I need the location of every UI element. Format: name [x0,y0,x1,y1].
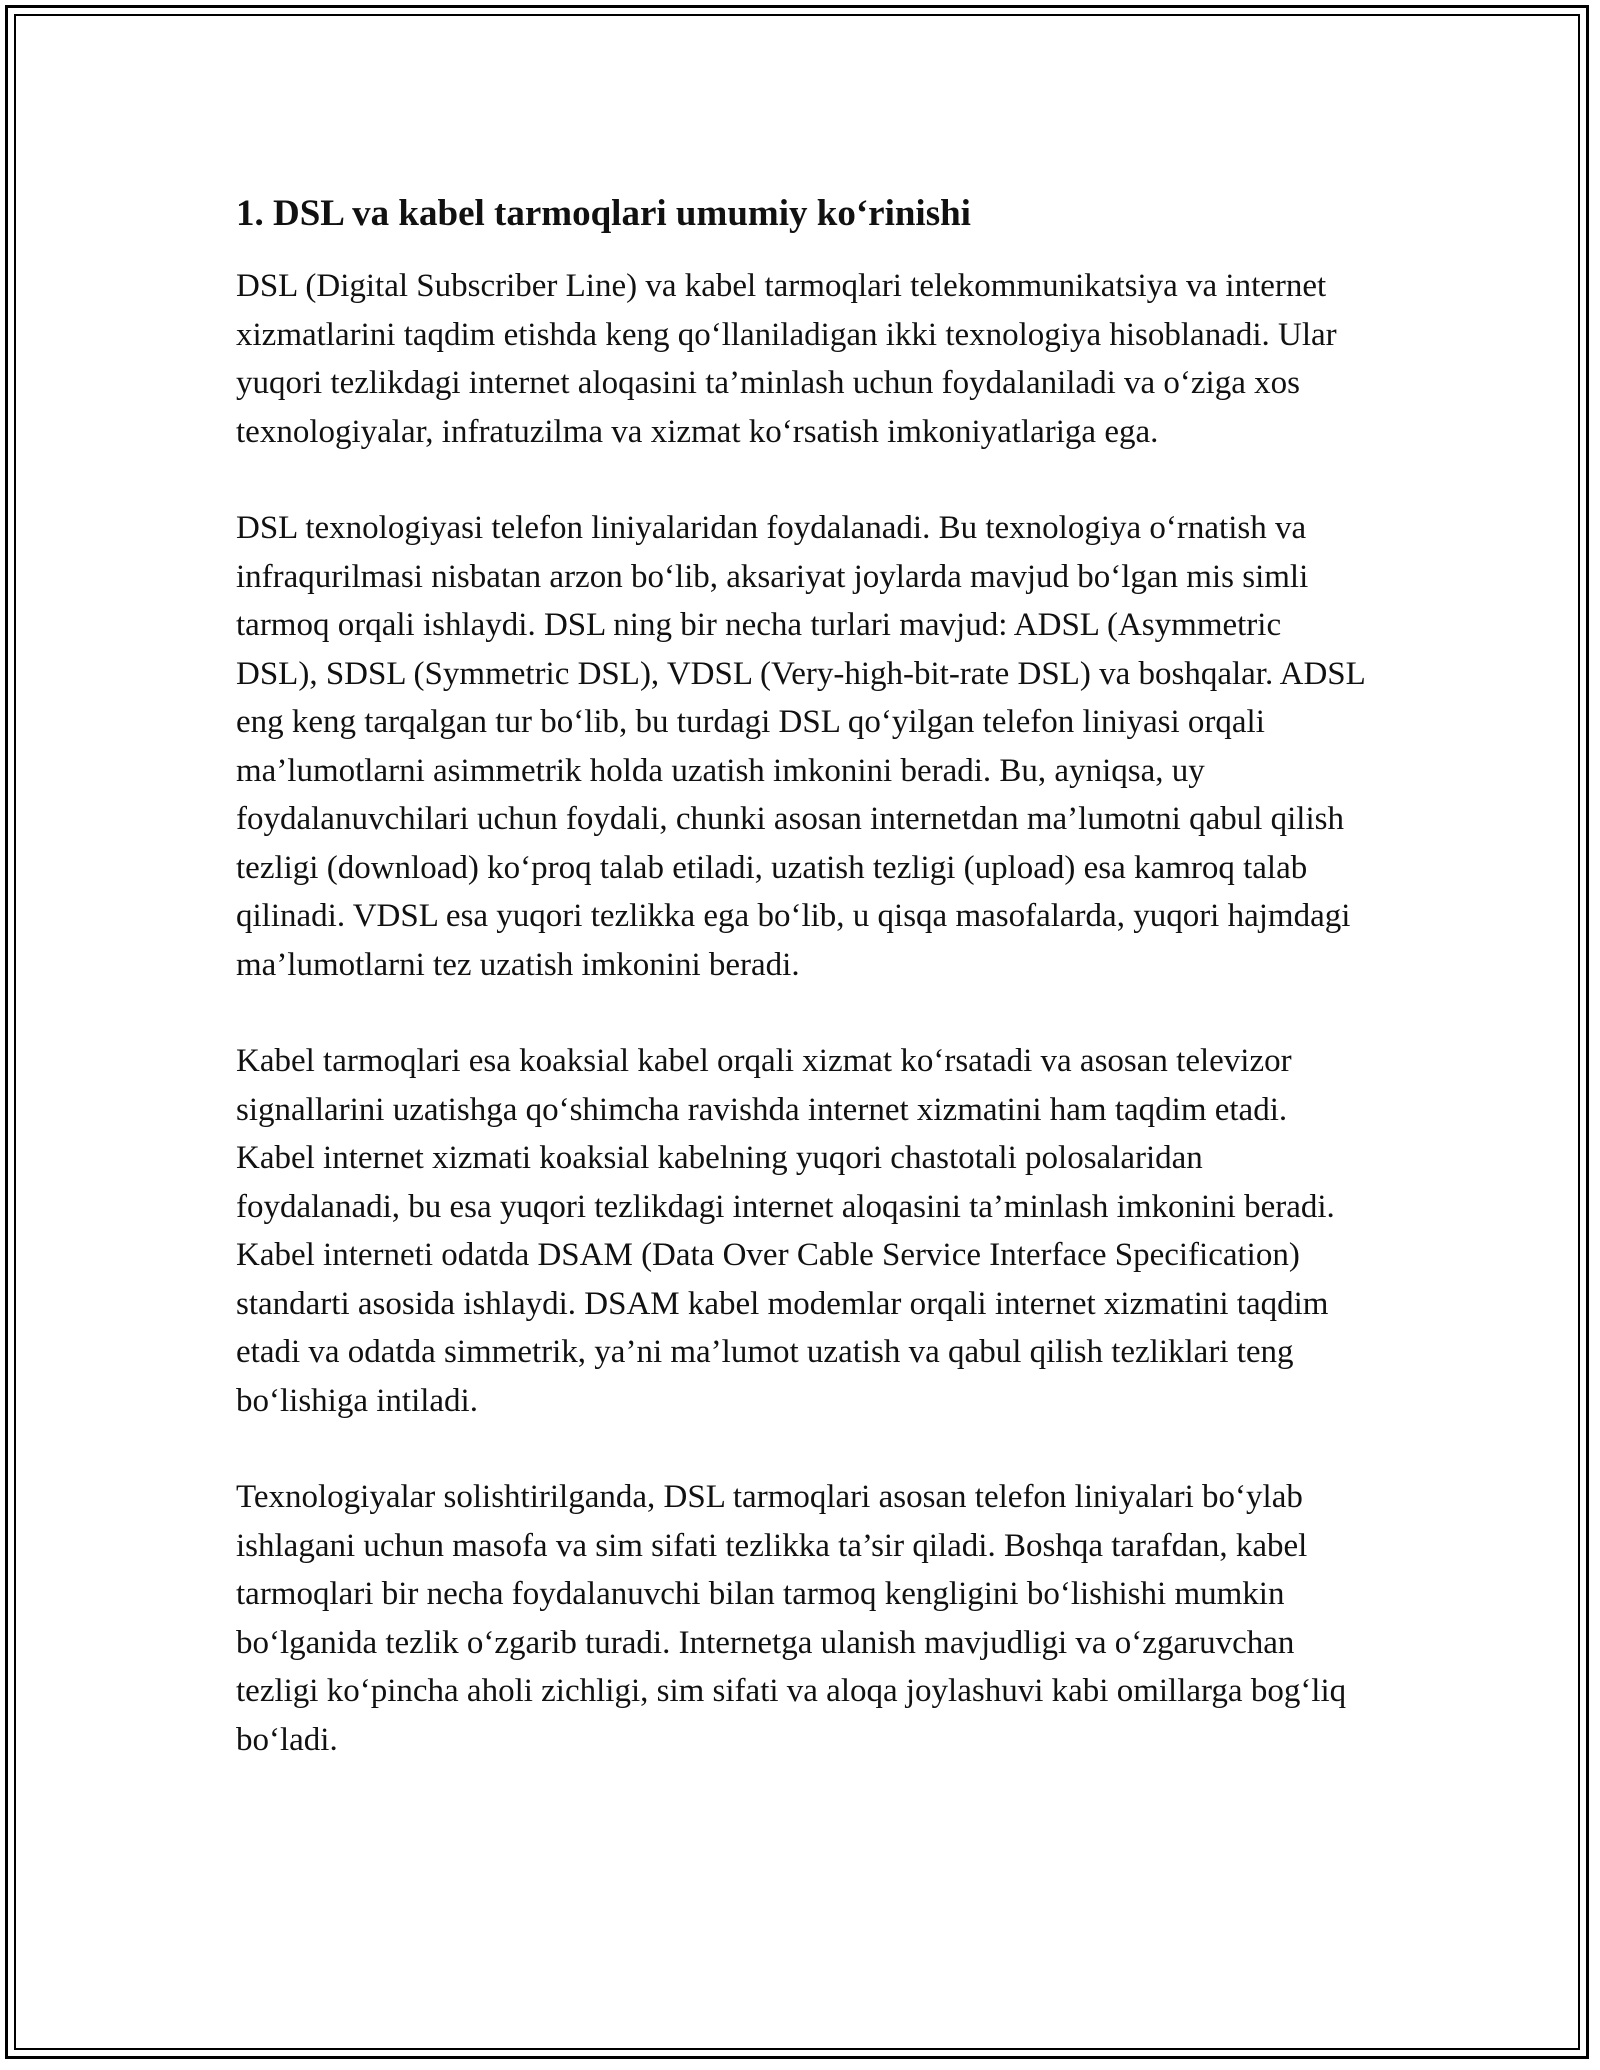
paragraph-dsl: DSL texnologiyasi telefon liniyalaridan foydalanadi. Bu texnologiya o‘rnatish va infraqurilmasi nisbatan arzon bo‘lib, aksariyat joylarda mavjud bo‘lgan mis simli tarmoq orqali ishlaydi. DSL ning bir necha turlari mavjud: ADSL (Asymmetric DSL), SDSL (Symmetric DSL), VDSL (Very-high-bit-rate DSL) va boshqalar. ADSL eng keng tarqalgan tur bo‘lib, bu turdagi DSL qo‘yilgan telefon liniyasi orqali ma’lumotlarni asimmetrik holda uzatish imkonini beradi. Bu, ayniqsa, uy foydalanuvchilari uchun foydali, chunki asosan internetdan ma’lumotni qabul qilish tezligi (download) ko‘proq talab etiladi, uzatish tezligi (upload) esa kamroq talab qilinadi. VDSL esa yuqori tezlikka ega bo‘lib, u qisqa masofalarda, yuqori hajmdagi ma’lumotlarni tez uzatish imkonini beradi. [236,510,1365,983]
document-body [236,188,1366,1812]
paragraph-comparison: Texnologiyalar solishtirilganda, DSL tarmoqlari asosan telefon liniyalari bo‘ylab ishlagani uchun masofa va sim sifati tezlikka ta’sir qiladi. Boshqa tarafdan, kabel tarmoqlari bir necha foydalanuvchi bilan tarmoq kengligini bo‘lishishi mumkin bo‘lganida tezlik o‘zgarib turadi. Internetga ulanish mavjudligi va o‘zgaruvchan tezligi ko‘pincha aholi zichligi, sim sifati va aloqa joylashuvi kabi omillarga bog‘liq bo‘ladi. [236,1479,1347,1758]
paragraph-intro: DSL (Digital Subscriber Line) va kabel tarmoqlari telekommunikatsiya va internet xizmatlarini taqdim etishda keng qo‘llaniladigan ikki texnologiya hisoblanadi. Ular yuqori tezlikdagi internet aloqasini ta’minlash uchun foydalaniladi va o‘ziga xos texnologiyalar, infratuzilma va xizmat ko‘rsatish imkoniyatlariga ega. [236,268,1337,450]
paragraph-cable: Kabel tarmoqlari esa koaksial kabel orqali xizmat ko‘rsatadi va asosan televizor signallarini uzatishga qo‘shimcha ravishda internet xizmatini ham taqdim etadi. Kabel internet xizmati koaksial kabelning yuqori chastotali polosalaridan foydalanadi, bu esa yuqori tezlikdagi internet aloqasini ta’minlash imkonini beradi. Kabel interneti odatda DSAM (Data Over Cable Service Interface Specification) standarti asosida ishlaydi. DSAM kabel modemlar orqali internet xizmatini taqdim etadi va odatda simmetrik, ya’ni ma’lumot uzatish va qabul qilish tezliklari teng bo‘lishiga intiladi. [236,1043,1335,1419]
section-heading: 1. DSL va kabel tarmoqlari umumiy ko‘rinishi [236,193,971,234]
